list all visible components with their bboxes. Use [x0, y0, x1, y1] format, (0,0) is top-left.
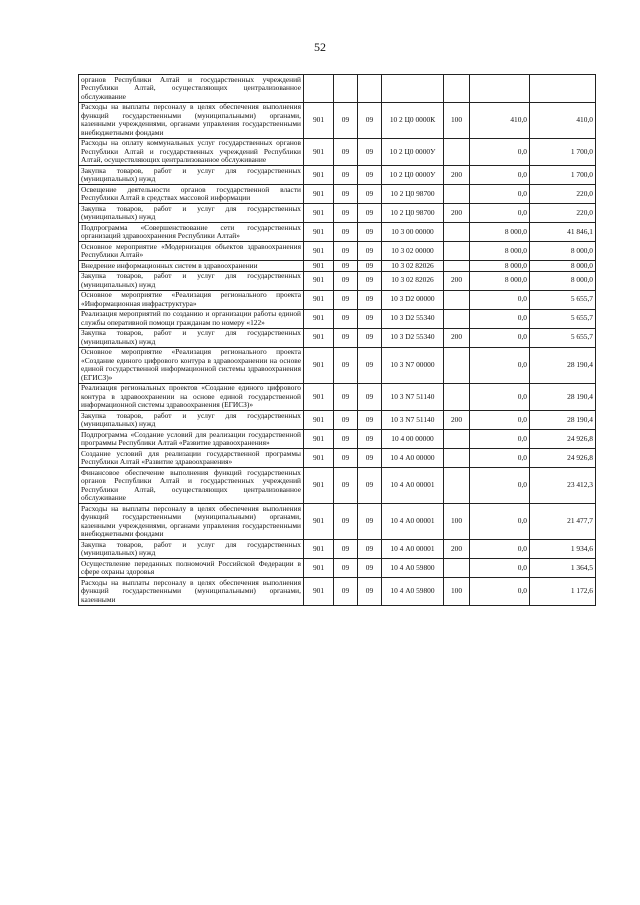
amount-1-cell: 0,0 [470, 540, 530, 559]
target-article-cell: 10 4 А0 00001 [382, 468, 444, 504]
amount-2-cell: 28 190,4 [530, 383, 596, 411]
target-article-cell: 10 4 00 00000 [382, 430, 444, 449]
amount-1-cell: 0,0 [470, 468, 530, 504]
amount-2-cell: 220,0 [530, 185, 596, 204]
amount-1-cell: 0,0 [470, 504, 530, 540]
expense-type-cell: 200 [444, 411, 470, 430]
section-code-cell: 09 [334, 328, 358, 347]
table-row [79, 185, 596, 204]
amount-1-cell: 0,0 [470, 309, 530, 328]
section-code-cell: 09 [334, 559, 358, 578]
amount-1-cell: 0,0 [470, 383, 530, 411]
admin-code-cell: 901 [304, 242, 334, 261]
table-row [79, 347, 596, 383]
admin-code-cell: 901 [304, 261, 334, 272]
table-row [79, 468, 596, 504]
target-article-cell: 10 3 N7 51140 [382, 411, 444, 430]
admin-code-cell: 901 [304, 578, 334, 606]
amount-2-cell: 8 000,0 [530, 261, 596, 272]
expense-type-cell: 200 [444, 540, 470, 559]
subsection-code-cell: 09 [358, 242, 382, 261]
admin-code-cell: 901 [304, 449, 334, 468]
budget-table [78, 74, 596, 606]
table-row [79, 102, 596, 138]
section-code-cell: 09 [334, 578, 358, 606]
admin-code-cell: 901 [304, 204, 334, 223]
admin-code-cell: 901 [304, 540, 334, 559]
expense-type-cell [444, 242, 470, 261]
amount-1-cell: 0,0 [470, 290, 530, 309]
expense-type-cell [444, 449, 470, 468]
target-article-cell: 10 4 А0 00001 [382, 504, 444, 540]
amount-1-cell: 0,0 [470, 347, 530, 383]
section-code-cell: 09 [334, 347, 358, 383]
row-name-cell: Основное мероприятие «Реализация регионального проекта «Создание единого цифрового контура в здравоохранении на основе единой государственной информационной системы здравоохранения (ЕГИСЗ)» [79, 347, 304, 383]
row-name-cell: органов Республики Алтай и государственных учреждений Республики Алтай, осуществляющих централизованное обслуживание [79, 75, 304, 103]
table-row [79, 411, 596, 430]
table-row [79, 261, 596, 272]
expense-type-cell [444, 383, 470, 411]
target-article-cell: 10 2 Ц0 0000К [382, 102, 444, 138]
amount-2-cell: 220,0 [530, 204, 596, 223]
amount-1-cell: 0,0 [470, 204, 530, 223]
subsection-code-cell: 09 [358, 328, 382, 347]
row-name-cell: Осуществление переданных полномочий Российской Федерации в сфере охраны здоровья [79, 559, 304, 578]
expense-type-cell [444, 309, 470, 328]
subsection-code-cell: 09 [358, 102, 382, 138]
section-code-cell: 09 [334, 411, 358, 430]
subsection-code-cell: 09 [358, 138, 382, 166]
subsection-code-cell: 09 [358, 290, 382, 309]
admin-code-cell: 901 [304, 166, 334, 185]
table-row [79, 271, 596, 290]
subsection-code-cell: 09 [358, 309, 382, 328]
amount-1-cell: 0,0 [470, 559, 530, 578]
section-code-cell: 09 [334, 166, 358, 185]
row-name-cell: Расходы на выплаты персоналу в целях обеспечения выполнения функций государственными (муниципальными) органами, казенными учреждениями, органами управления государственными внебюджетными фондами [79, 504, 304, 540]
target-article-cell: 10 4 А0 00001 [382, 540, 444, 559]
amount-2-cell: 1 934,6 [530, 540, 596, 559]
row-name-cell: Основное мероприятие «Модернизация объектов здравоохранения Республики Алтай» [79, 242, 304, 261]
admin-code-cell: 901 [304, 559, 334, 578]
table-row [79, 242, 596, 261]
admin-code-cell: 901 [304, 411, 334, 430]
expense-type-cell [444, 223, 470, 242]
amount-1-cell: 0,0 [470, 449, 530, 468]
admin-code-cell: 901 [304, 138, 334, 166]
table-row [79, 223, 596, 242]
section-code-cell: 09 [334, 430, 358, 449]
section-code-cell [334, 75, 358, 103]
amount-1-cell: 0,0 [470, 138, 530, 166]
section-code-cell: 09 [334, 290, 358, 309]
amount-2-cell: 410,0 [530, 102, 596, 138]
section-code-cell: 09 [334, 540, 358, 559]
admin-code-cell: 901 [304, 102, 334, 138]
target-article-cell: 10 3 02 82026 [382, 271, 444, 290]
target-article-cell: 10 3 D2 00000 [382, 290, 444, 309]
amount-2-cell: 1 364,5 [530, 559, 596, 578]
subsection-code-cell: 09 [358, 166, 382, 185]
section-code-cell: 09 [334, 261, 358, 272]
amount-1-cell: 410,0 [470, 102, 530, 138]
amount-2-cell: 28 190,4 [530, 347, 596, 383]
row-name-cell: Внедрение информационных систем в здравоохранении [79, 261, 304, 272]
admin-code-cell: 901 [304, 430, 334, 449]
row-name-cell: Расходы на выплаты персоналу в целях обеспечения выполнения функций государственными (муниципальными) органами, казенными учреждениями, органами управления государственными внебюджетными фондами [79, 102, 304, 138]
amount-1-cell: 0,0 [470, 328, 530, 347]
amount-2-cell [530, 75, 596, 103]
row-name-cell: Расходы на выплаты персоналу в целях обеспечения выполнения функций государственными (муниципальными) органами, казенными [79, 578, 304, 606]
section-code-cell: 09 [334, 185, 358, 204]
table-row [79, 504, 596, 540]
amount-1-cell: 0,0 [470, 411, 530, 430]
section-code-cell: 09 [334, 271, 358, 290]
admin-code-cell: 901 [304, 504, 334, 540]
subsection-code-cell: 09 [358, 540, 382, 559]
amount-1-cell: 8 000,0 [470, 271, 530, 290]
target-article-cell: 10 2 Ц0 0000У [382, 138, 444, 166]
amount-2-cell: 28 190,4 [530, 411, 596, 430]
table-row [79, 430, 596, 449]
table-row [79, 449, 596, 468]
amount-2-cell: 5 655,7 [530, 328, 596, 347]
amount-2-cell: 21 477,7 [530, 504, 596, 540]
subsection-code-cell: 09 [358, 449, 382, 468]
expense-type-cell [444, 261, 470, 272]
row-name-cell: Создание условий для реализации государственной программы Республики Алтай «Развитие здравоохранения» [79, 449, 304, 468]
expense-type-cell: 200 [444, 204, 470, 223]
admin-code-cell: 901 [304, 383, 334, 411]
subsection-code-cell: 09 [358, 261, 382, 272]
expense-type-cell: 100 [444, 578, 470, 606]
subsection-code-cell: 09 [358, 347, 382, 383]
admin-code-cell: 901 [304, 328, 334, 347]
admin-code-cell: 901 [304, 271, 334, 290]
page-number: 52 [314, 40, 326, 54]
expense-type-cell [444, 347, 470, 383]
admin-code-cell: 901 [304, 290, 334, 309]
amount-1-cell: 8 000,0 [470, 223, 530, 242]
admin-code-cell: 901 [304, 347, 334, 383]
subsection-code-cell: 09 [358, 271, 382, 290]
target-article-cell: 10 2 Ц0 98700 [382, 185, 444, 204]
expense-type-cell: 100 [444, 504, 470, 540]
amount-1-cell: 8 000,0 [470, 261, 530, 272]
expense-type-cell [444, 75, 470, 103]
section-code-cell: 09 [334, 468, 358, 504]
row-name-cell: Закупка товаров, работ и услуг для государственных (муниципальных) нужд [79, 204, 304, 223]
section-code-cell: 09 [334, 204, 358, 223]
section-code-cell: 09 [334, 504, 358, 540]
expense-type-cell: 100 [444, 102, 470, 138]
subsection-code-cell [358, 75, 382, 103]
row-name-cell: Реализация мероприятий по созданию и организации работы единой службы оперативной помощи гражданам по номеру «122» [79, 309, 304, 328]
subsection-code-cell: 09 [358, 504, 382, 540]
table-row [79, 559, 596, 578]
target-article-cell: 10 3 D2 55340 [382, 309, 444, 328]
amount-1-cell: 8 000,0 [470, 242, 530, 261]
target-article-cell: 10 2 Ц0 98700 [382, 204, 444, 223]
target-article-cell: 10 3 02 00000 [382, 242, 444, 261]
section-code-cell: 09 [334, 449, 358, 468]
amount-2-cell: 1 700,0 [530, 166, 596, 185]
target-article-cell: 10 3 N7 00000 [382, 347, 444, 383]
section-code-cell: 09 [334, 383, 358, 411]
table-row [79, 578, 596, 606]
target-article-cell: 10 4 А0 00000 [382, 449, 444, 468]
amount-2-cell: 41 846,1 [530, 223, 596, 242]
expense-type-cell [444, 185, 470, 204]
row-name-cell: Закупка товаров, работ и услуг для государственных (муниципальных) нужд [79, 166, 304, 185]
table-row [79, 383, 596, 411]
row-name-cell: Подпрограмма «Совершенствование сети государственных организаций здравоохранения Республики Алтай» [79, 223, 304, 242]
row-name-cell: Закупка товаров, работ и услуг для государственных (муниципальных) нужд [79, 411, 304, 430]
table-row [79, 328, 596, 347]
admin-code-cell: 901 [304, 468, 334, 504]
subsection-code-cell: 09 [358, 223, 382, 242]
amount-1-cell [470, 75, 530, 103]
amount-2-cell: 1 172,6 [530, 578, 596, 606]
row-name-cell: Основное мероприятие «Реализация регионального проекта «Информационная инфраструктура» [79, 290, 304, 309]
amount-2-cell: 24 926,8 [530, 449, 596, 468]
subsection-code-cell: 09 [358, 430, 382, 449]
admin-code-cell: 901 [304, 185, 334, 204]
row-name-cell: Подпрограмма «Создание условий для реализации государственной программы Республики Алтай «Развитие здравоохранения» [79, 430, 304, 449]
target-article-cell: 10 3 00 00000 [382, 223, 444, 242]
amount-1-cell: 0,0 [470, 166, 530, 185]
admin-code-cell: 901 [304, 309, 334, 328]
amount-1-cell: 0,0 [470, 185, 530, 204]
expense-type-cell [444, 290, 470, 309]
expense-type-cell [444, 559, 470, 578]
amount-2-cell: 8 000,0 [530, 271, 596, 290]
row-name-cell: Освещение деятельности органов государственной власти Республики Алтай в средствах массовой информации [79, 185, 304, 204]
amount-2-cell: 5 655,7 [530, 309, 596, 328]
expense-type-cell [444, 468, 470, 504]
expense-type-cell [444, 430, 470, 449]
table-row [79, 138, 596, 166]
target-article-cell: 10 2 Ц0 0000У [382, 166, 444, 185]
expense-type-cell: 200 [444, 166, 470, 185]
subsection-code-cell: 09 [358, 468, 382, 504]
section-code-cell: 09 [334, 242, 358, 261]
admin-code-cell [304, 75, 334, 103]
target-article-cell: 10 4 А0 59800 [382, 578, 444, 606]
amount-2-cell: 8 000,0 [530, 242, 596, 261]
table-row [79, 309, 596, 328]
expense-type-cell: 200 [444, 271, 470, 290]
section-code-cell: 09 [334, 138, 358, 166]
section-code-cell: 09 [334, 309, 358, 328]
target-article-cell: 10 3 D2 55340 [382, 328, 444, 347]
amount-2-cell: 1 700,0 [530, 138, 596, 166]
subsection-code-cell: 09 [358, 411, 382, 430]
target-article-cell: 10 3 N7 51140 [382, 383, 444, 411]
amount-2-cell: 5 655,7 [530, 290, 596, 309]
section-code-cell: 09 [334, 102, 358, 138]
row-name-cell: Финансовое обеспечение выполнения функций государственных органов Республики Алтай и государственных учреждений Республики Алтай, осуществляющих централизованное обслуживание [79, 468, 304, 504]
row-name-cell: Закупка товаров, работ и услуг для государственных (муниципальных) нужд [79, 328, 304, 347]
amount-1-cell: 0,0 [470, 578, 530, 606]
target-article-cell [382, 75, 444, 103]
subsection-code-cell: 09 [358, 185, 382, 204]
subsection-code-cell: 09 [358, 559, 382, 578]
table-row [79, 166, 596, 185]
table-row [79, 75, 596, 103]
amount-2-cell: 23 412,3 [530, 468, 596, 504]
row-name-cell: Закупка товаров, работ и услуг для государственных (муниципальных) нужд [79, 540, 304, 559]
table-row [79, 540, 596, 559]
expense-type-cell [444, 138, 470, 166]
section-code-cell: 09 [334, 223, 358, 242]
target-article-cell: 10 4 А0 59800 [382, 559, 444, 578]
amount-1-cell: 0,0 [470, 430, 530, 449]
amount-2-cell: 24 926,8 [530, 430, 596, 449]
subsection-code-cell: 09 [358, 383, 382, 411]
expense-type-cell: 200 [444, 328, 470, 347]
row-name-cell: Закупка товаров, работ и услуг для государственных (муниципальных) нужд [79, 271, 304, 290]
table-row [79, 204, 596, 223]
budget-table-body [79, 75, 596, 606]
row-name-cell: Расходы на оплату коммунальных услуг государственных органов Республики Алтай и государственных учреждений Республики Алтай, осуществляющих централизованное обслуживание [79, 138, 304, 166]
admin-code-cell: 901 [304, 223, 334, 242]
target-article-cell: 10 3 02 82026 [382, 261, 444, 272]
table-row [79, 290, 596, 309]
row-name-cell: Реализация региональных проектов «Создание единого цифрового контура в здравоохранении на основе единой государственной информационной системы здравоохранения (ЕГИСЗ)» [79, 383, 304, 411]
subsection-code-cell: 09 [358, 204, 382, 223]
subsection-code-cell: 09 [358, 578, 382, 606]
